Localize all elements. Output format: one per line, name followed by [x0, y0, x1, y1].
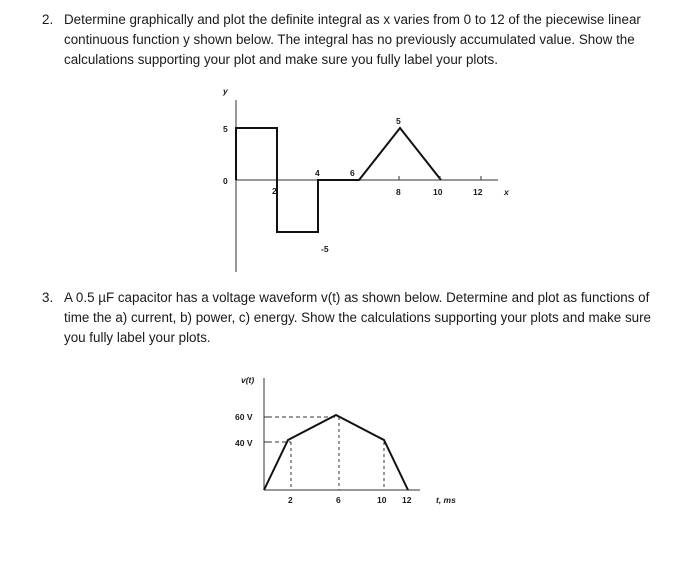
figure-1-piecewise-function [222, 86, 510, 272]
fig1-x-tick-6: 6 [350, 168, 355, 178]
fig2-y-tick-60: 60 V [235, 412, 253, 422]
fig1-x-axis-label: x [504, 187, 509, 197]
fig2-x-tick-12: 12 [402, 495, 412, 505]
problem-2-number: 2. [42, 12, 54, 27]
fig2-x-tick-6: 6 [336, 495, 341, 505]
fig1-y-axis-label: y [223, 86, 228, 96]
fig1-y-tick-5: 5 [223, 124, 228, 134]
fig2-y-tick-40: 40 V [235, 438, 253, 448]
fig1-y-tick-0: 0 [223, 176, 228, 186]
fig2-x-tick-10: 10 [377, 495, 387, 505]
problem-2-text: Determine graphically and plot the definite integral as x varies from 0 to 12 of the piecewise linear continuous function y shown below. The integral has no previously accumulated value. Show the calculations supporting your plot and make sure you fully label your plots. [64, 12, 641, 67]
fig2-x-tick-2: 2 [288, 495, 293, 505]
fig1-trough-label: -5 [321, 244, 329, 254]
fig1-x-tick-10: 10 [433, 187, 443, 197]
fig1-x-tick-2: 2 [272, 186, 277, 196]
figure-2-capacitor-voltage [235, 375, 456, 505]
problem-3-number: 3. [42, 290, 54, 305]
fig1-peak-label: 5 [396, 116, 401, 126]
fig2-x-axis-label: t, ms [436, 495, 456, 505]
fig2-voltage-line [264, 415, 408, 490]
fig1-x-tick-8: 8 [396, 187, 401, 197]
fig2-y-axis-label: v(t) [241, 375, 255, 385]
fig1-x-tick-12: 12 [473, 187, 483, 197]
problem-3-text: A 0.5 µF capacitor has a voltage waveform v(t) as shown below. Determine and plot as functions of time the a) current, b) power, c) energy. Show the calculations supporting your plots and make sure you fully label your plots. [64, 290, 652, 345]
fig1-x-tick-4: 4 [315, 168, 320, 178]
